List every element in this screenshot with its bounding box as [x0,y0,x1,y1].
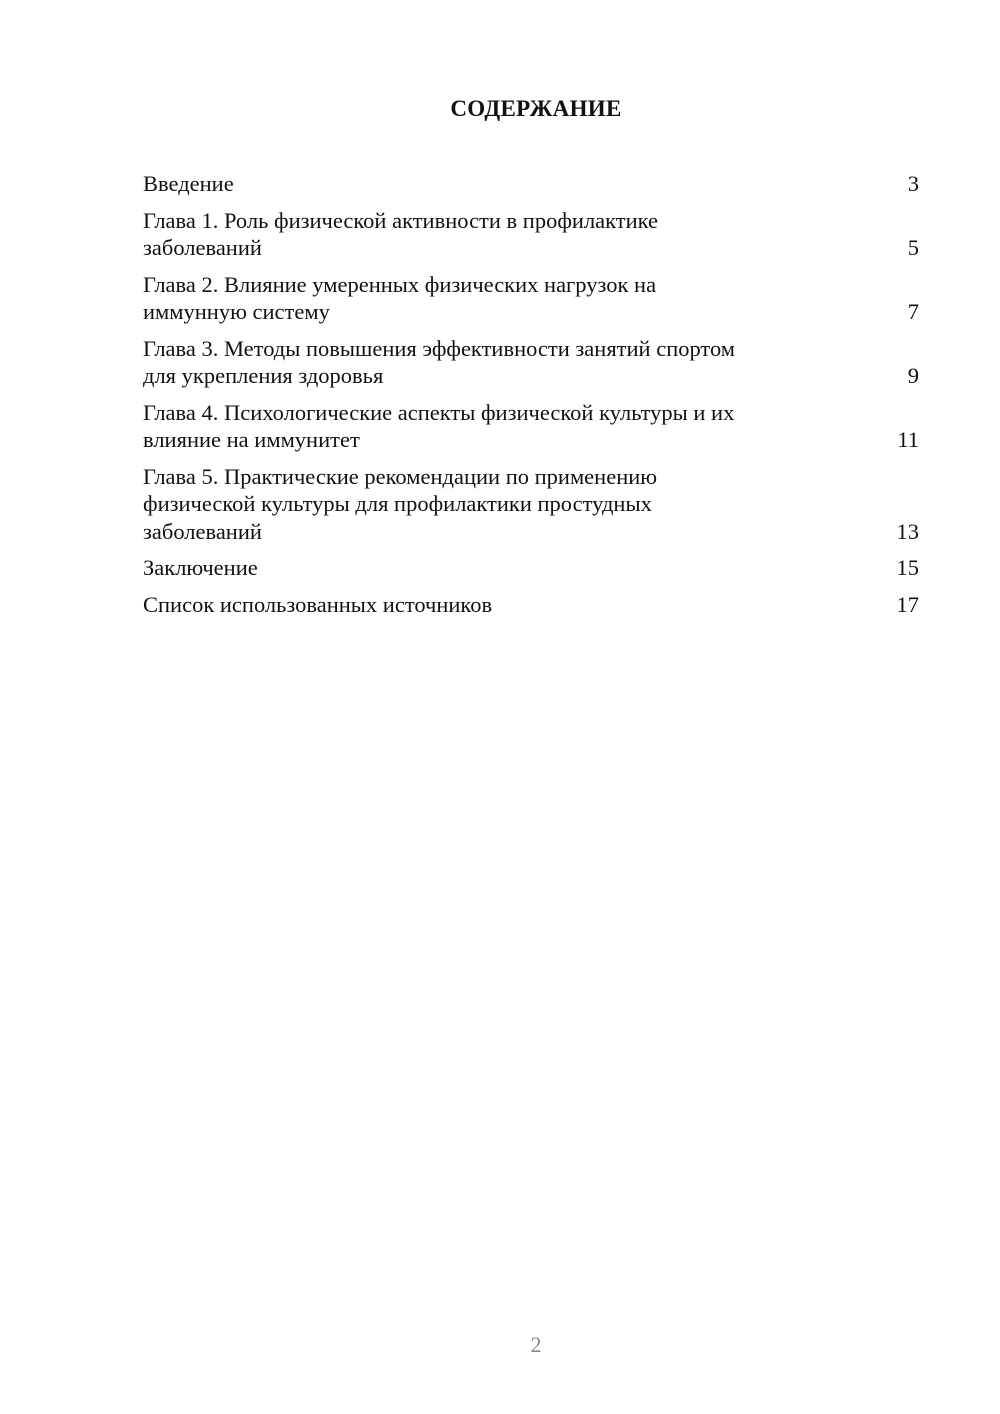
toc-entry-page: 17 [896,591,919,617]
toc-entry-title: Список использованных источников [143,591,493,617]
toc-entry-chapter-5[interactable] [143,463,919,546]
toc-entry-title: Глава 4. Психологические аспекты физической культуры и их влияние на иммунитет [143,399,735,452]
toc-entry-title: Глава 2. Влияние умеренных физических нагрузок на иммунную систему [143,271,657,324]
toc-entry-title: Заключение [143,555,258,580]
toc-entry-page: 11 [897,427,919,452]
toc-entry-chapter-3[interactable] [143,335,919,390]
page-number: 2 [530,1332,542,1357]
toc-entry-title: Глава 1. Роль физической активности в профилактике заболеваний [143,207,659,260]
toc-entry-chapter-4[interactable] [143,399,919,454]
toc-entry-title: Глава 5. Практические рекомендации по применению физической культуры для профилактики простудных заболеваний [143,463,658,544]
toc-entry-page: 13 [896,518,919,544]
toc-entry-introduction[interactable] [143,170,919,198]
toc-entry-references[interactable] [143,591,919,619]
toc-entry-title: Глава 3. Методы повышения эффективности занятий спортом для укрепления здоровья [143,335,736,388]
toc-entry-title: Введение [143,171,234,196]
toc-entry-page: 5 [907,235,919,260]
table-of-contents [143,170,919,627]
toc-entry-chapter-1[interactable] [143,207,919,262]
toc-entry-page: 9 [907,363,919,388]
toc-entry-page: 3 [907,171,919,196]
toc-entry-page: 15 [896,555,919,580]
toc-entry-conclusion[interactable] [143,554,919,582]
toc-entry-page: 7 [907,299,919,324]
page-title: СОДЕРЖАНИЕ [450,96,622,121]
toc-entry-chapter-2[interactable] [143,271,919,326]
